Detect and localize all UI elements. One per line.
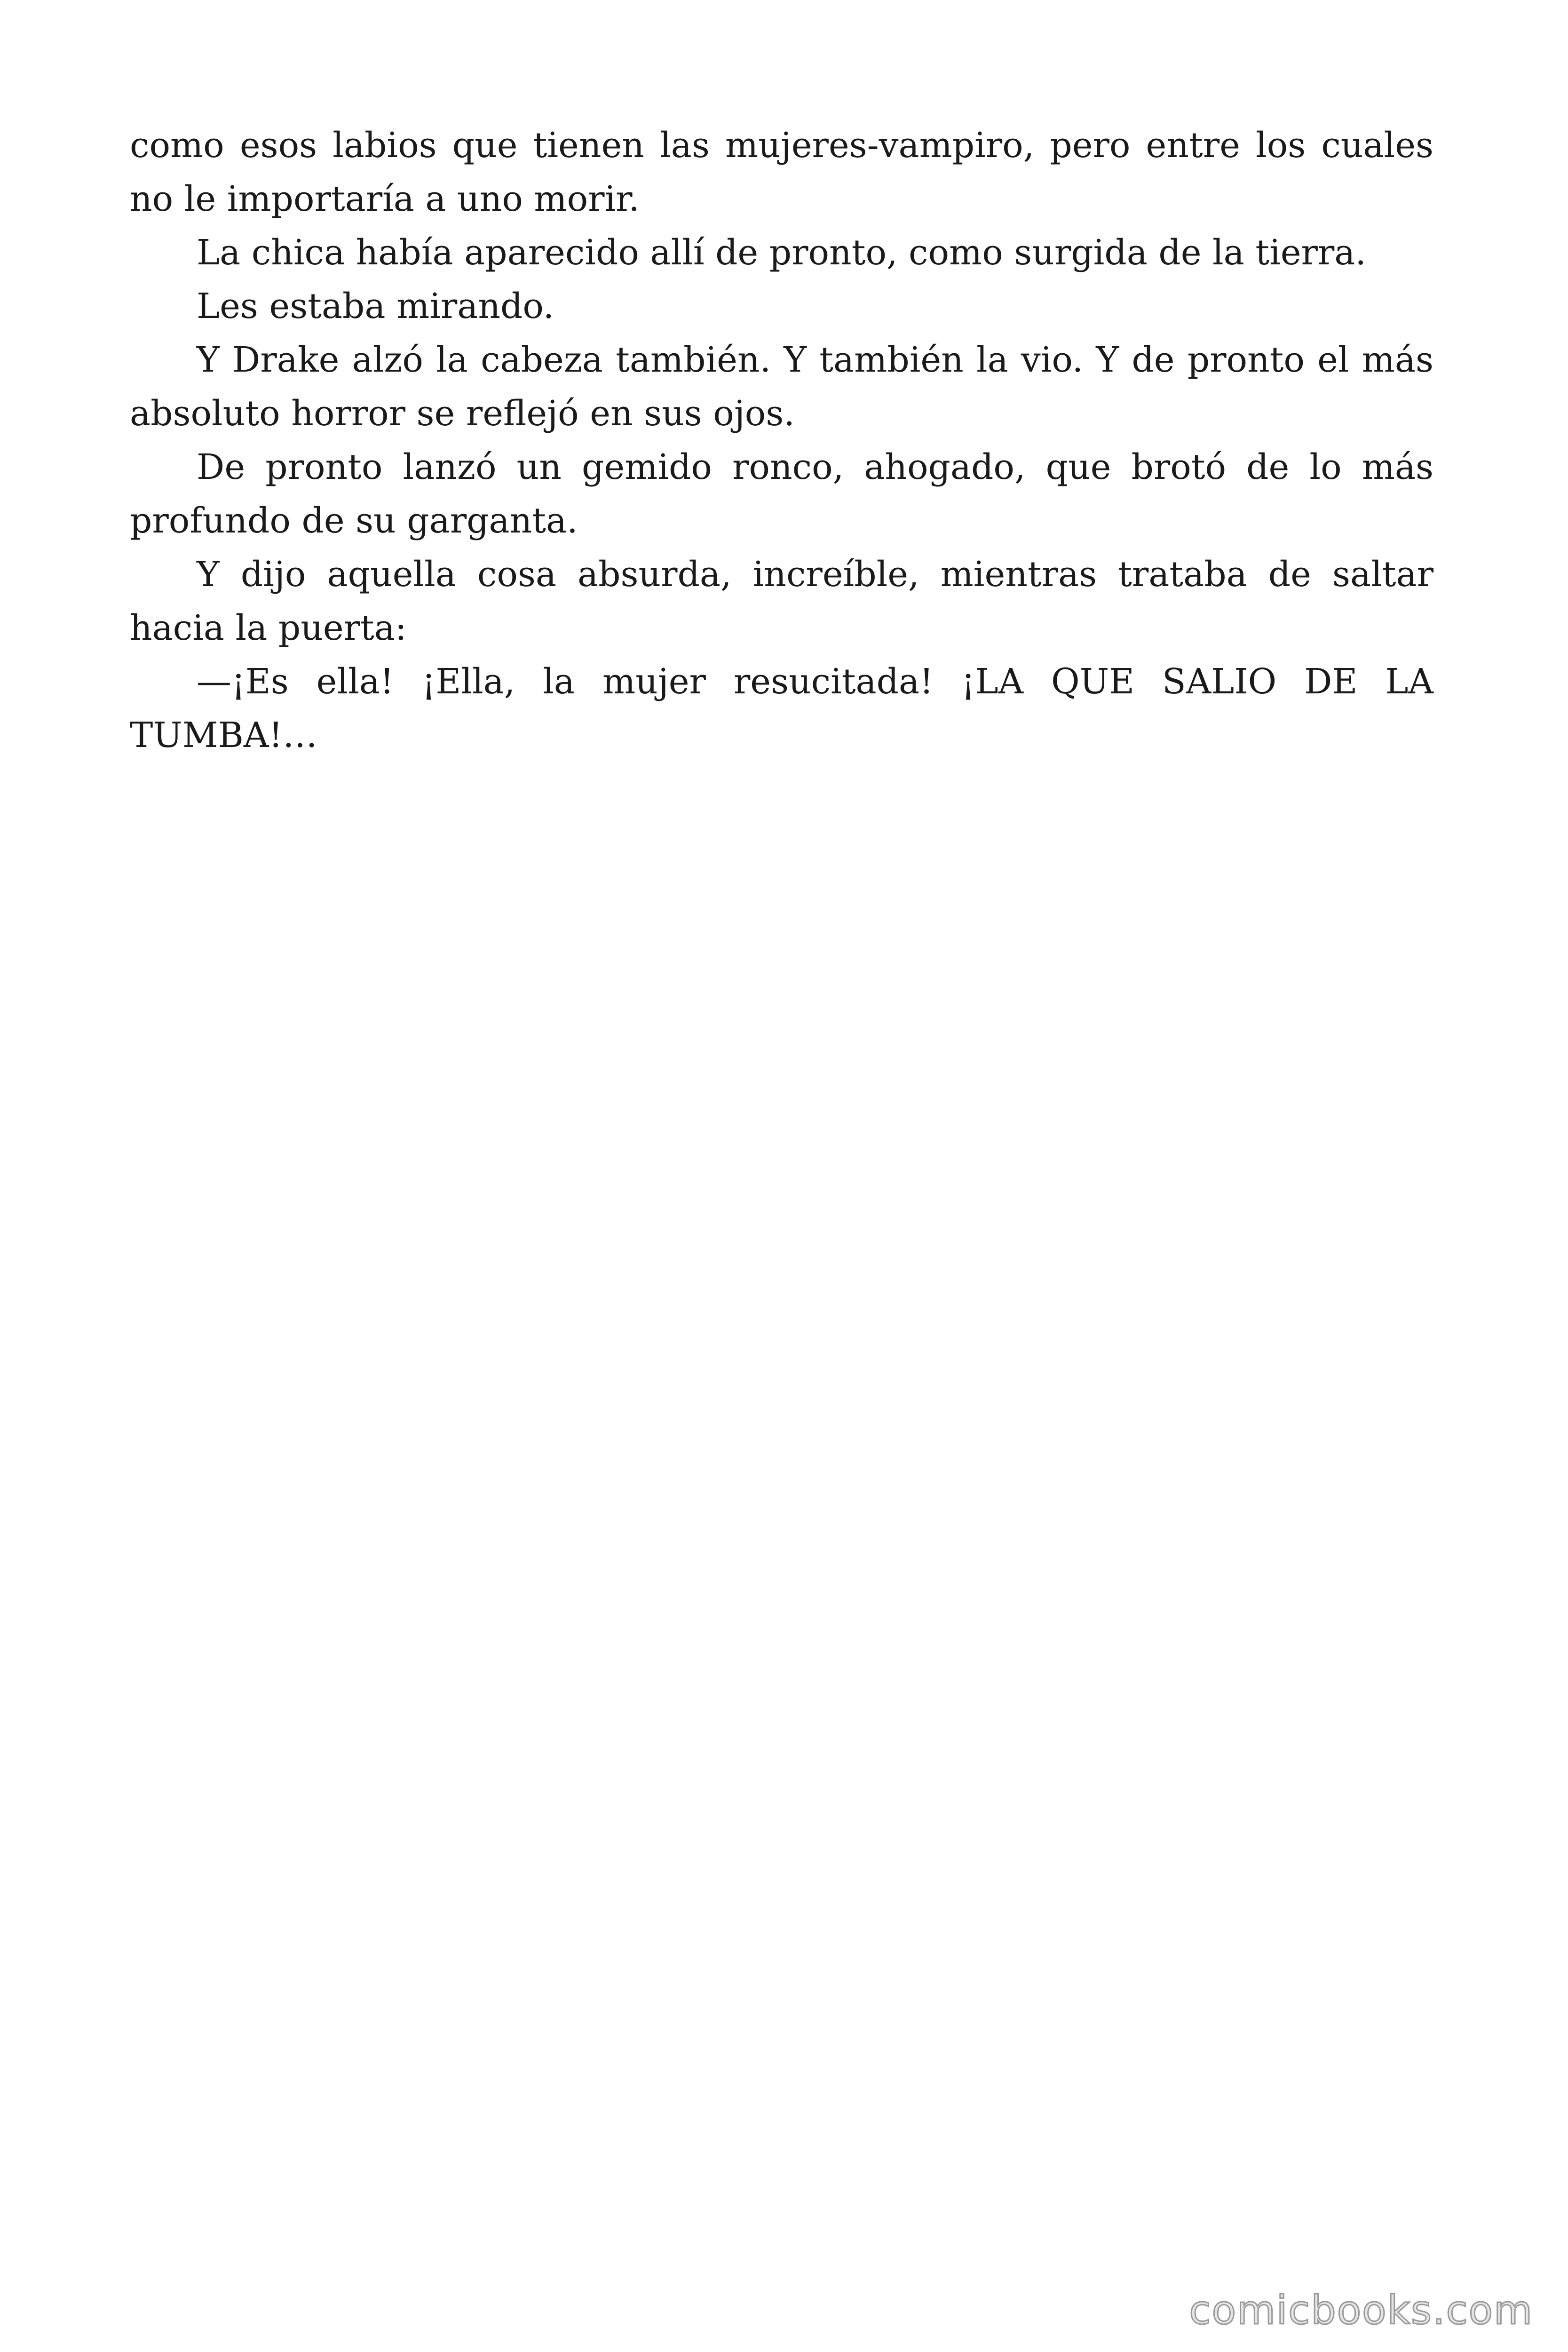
paragraph-2: La chica había aparecido allí de pronto, como surgida de la tierra. xyxy=(197,232,1366,273)
body-text xyxy=(130,119,1433,762)
paragraph-7: —¡Es ella! ¡Ella, la mujer resucitada! ¡LA QUE SALIO DE LA TUMBA!… xyxy=(130,661,1433,755)
paragraph-6: Y dijo aquella cosa absurda, increíble, mientras trataba de saltar hacia la puerta: xyxy=(130,554,1433,648)
watermark: comicbooks.com xyxy=(1189,2287,1533,2333)
paragraph-3: Les estaba mirando. xyxy=(197,286,554,326)
paragraph-5: De pronto lanzó un gemido ronco, ahogado, que brotó de lo más profundo de su garganta. xyxy=(130,447,1433,541)
paragraph-1: como esos labios que tienen las mujeres-vampiro, pero entre los cuales no le importaría a uno morir. xyxy=(130,125,1433,219)
paragraph-4: Y Drake alzó la cabeza también. Y también la vio. Y de pronto el más absoluto horror se reflejó en sus ojos. xyxy=(130,340,1433,434)
